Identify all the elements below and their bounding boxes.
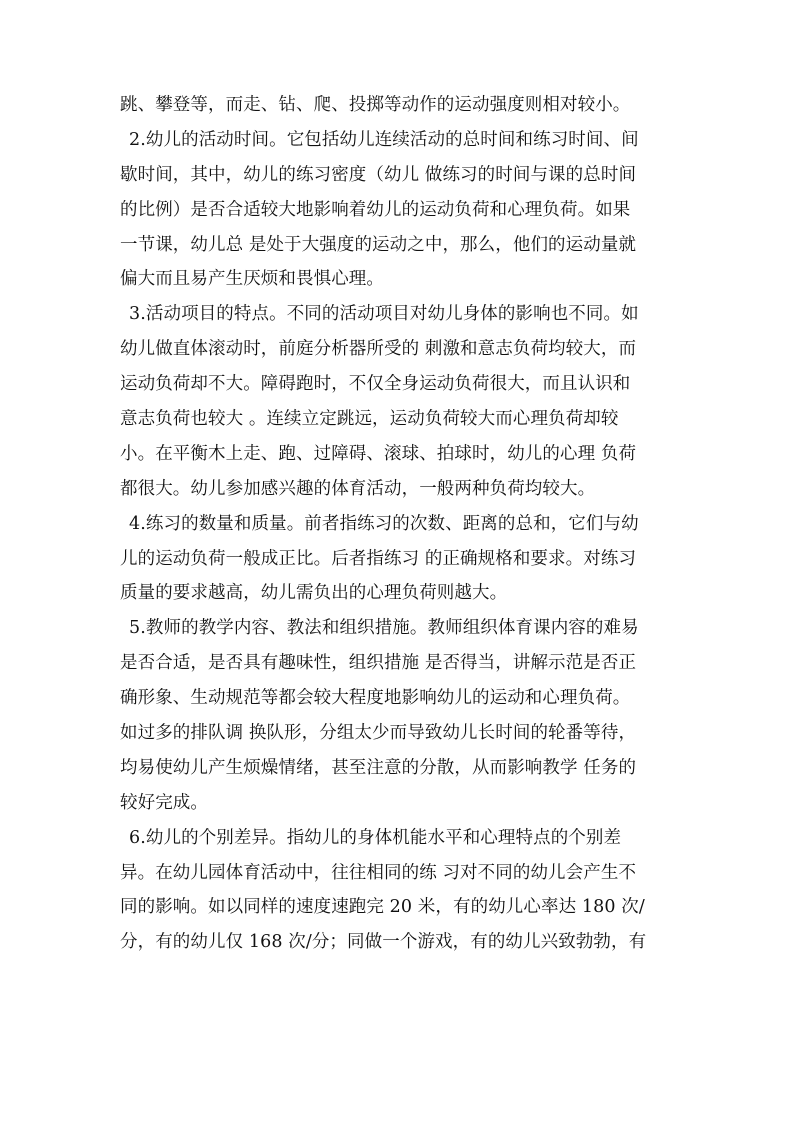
text-line: 幼儿做直体滚动时，前庭分析器所受的 刺激和意志负荷均较大，而: [120, 339, 637, 360]
text-line: 的比例）是否合适较大地影响着幼儿的运动负荷和心理负荷。如果: [120, 199, 631, 220]
text-line: 意志负荷也较大 。连续立定跳远，运动负荷较大而心理负荷却较: [120, 409, 619, 430]
text-line-item-3: 3.活动项目的特点。不同的活动项目对幼儿身体的影响也不同。如: [129, 304, 639, 325]
text-line: 一节课，幼儿总 是处于大强度的运动之中，那么，他们的运动量就: [120, 234, 637, 255]
text-line: 异。在幼儿园体育活动中，往往相同的练 习对不同的幼儿会产生不: [120, 862, 637, 883]
text-line: 儿的运动负荷一般成正比。后者指练习 的正确规格和要求。对练习: [120, 548, 637, 569]
text-line: 分，有的幼儿仅 168 次/分；同做一个游戏，有的幼儿兴致勃勃，有: [120, 932, 647, 953]
text-line-item-6: 6.幼儿的个别差异。指幼儿的身体机能水平和心理特点的个别差: [129, 827, 622, 848]
text-line: 运动负荷却不大。障碍跑时，不仅全身运动负荷很大，而且认识和: [120, 374, 631, 395]
text-line: 同的影响。如以同样的速度速跑完 20 米，有的幼儿心率达 180 次/: [120, 897, 645, 918]
text-line-continuation: 跳、攀登等，而走、钻、爬、投掷等动作的运动强度则相对较小。: [120, 95, 631, 115]
text-line: 均易使幼儿产生烦燥情绪，甚至注意的分散，从而影响教学 任务的: [120, 757, 637, 778]
body-text: [120, 88, 680, 960]
text-line: 是否合适，是否具有趣味性，组织措施 是否得当，讲解示范是否正: [120, 653, 637, 674]
text-line: 小。在平衡木上走、跑、过障碍、滚球、拍球时，幼儿的心理 负荷: [120, 443, 637, 464]
text-line: 确形象、生动规范等都会较大程度地影响幼儿的运动和心理负荷。: [120, 688, 631, 709]
text-line-item-4: 4.练习的数量和质量。前者指练习的次数、距离的总和，它们与幼: [129, 513, 639, 534]
text-line: 质量的要求越高，幼儿需负出的心理负荷则越大。: [120, 583, 508, 604]
text-line: 偏大而且易产生厌烦和畏惧心理。: [120, 269, 384, 290]
text-line-item-2: 2.幼儿的活动时间。它包括幼儿连续活动的总时间和练习时间、间: [129, 129, 639, 150]
text-line: 歇时间，其中，幼儿的练习密度（幼儿 做练习的时间与课的总时间: [120, 164, 637, 185]
text-line: 较好完成。: [120, 792, 208, 813]
text-line: 都很大。幼儿参加感兴趣的体育活动，一般两种负荷均较大。: [120, 478, 596, 499]
text-line: 如过多的排队调 换队形，分组太少而导致幼儿长时间的轮番等待，: [120, 723, 637, 744]
text-line-item-5: 5.教师的教学内容、教法和组织措施。教师组织体育课内容的难易: [129, 618, 639, 639]
